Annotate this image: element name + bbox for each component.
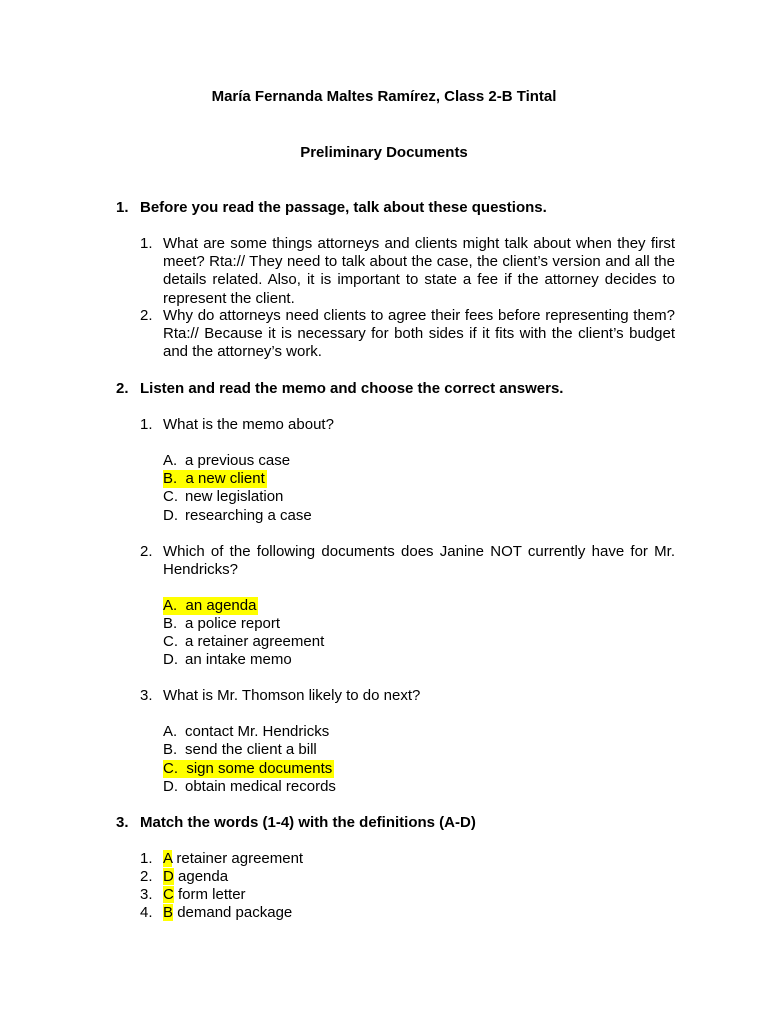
- s2-q2-opt-a-highlight: [163, 597, 258, 615]
- match-item-3: [163, 886, 246, 904]
- s2-q3-opt-c-highlight: [163, 760, 334, 778]
- match-item-4: [163, 904, 292, 922]
- s2-q2-number: 2.: [140, 543, 153, 560]
- s2-q1-opt-d-text: researching a case: [185, 507, 312, 524]
- match-item-1: [163, 850, 303, 868]
- s1-q2-number: 2.: [140, 307, 153, 324]
- s2-q1-opt-b-highlight: [163, 470, 267, 488]
- match-item-4-word: demand package: [177, 904, 293, 921]
- s1-q1-number: 1.: [140, 235, 153, 252]
- match-item-3-number: 3.: [140, 886, 153, 903]
- author-line: María Fernanda Maltes Ramírez, Class 2-B Tintal: [211, 88, 557, 105]
- s2-q3-opt-d-letter: D.: [163, 778, 178, 795]
- s2-q2-question-line1: Which of the following documents does Janine NOT currently have for Mr.: [163, 543, 675, 560]
- s2-q1-opt-a-text: a previous case: [185, 452, 291, 469]
- s2-q2-opt-d-text: an intake memo: [185, 651, 292, 668]
- section-3-heading: Match the words (1-4) with the definitions (A-D): [140, 814, 476, 831]
- s2-q1-number: 1.: [140, 416, 153, 433]
- match-item-4-answer: B: [163, 904, 174, 921]
- match-item-2-word: agenda: [178, 868, 229, 885]
- s2-q2-opt-a-text: an agenda: [185, 597, 257, 614]
- s2-q1-opt-b-letter: B.: [163, 470, 178, 487]
- match-item-2-answer: D: [163, 868, 174, 885]
- s2-q2-opt-d-letter: D.: [163, 651, 178, 668]
- s2-q2-opt-c-text: a retainer agreement: [185, 633, 325, 650]
- s2-q2-opt-c-letter: C.: [163, 633, 178, 650]
- match-item-4-number: 4.: [140, 904, 153, 921]
- s2-q3-opt-a-text: contact Mr. Hendricks: [185, 723, 330, 740]
- section-1-heading: Before you read the passage, talk about these questions.: [140, 199, 547, 216]
- s2-q2-opt-a-letter: A.: [163, 597, 178, 614]
- match-item-3-word: form letter: [178, 886, 246, 903]
- match-item-3-answer: C: [163, 886, 174, 903]
- match-item-2-number: 2.: [140, 868, 153, 885]
- section-2-heading: Listen and read the memo and choose the correct answers.: [140, 380, 564, 397]
- match-item-1-number: 1.: [140, 850, 153, 867]
- s2-q2-opt-b-text: a police report: [185, 615, 281, 632]
- s2-q2-question-line2: Hendricks?: [163, 561, 239, 578]
- s1-q2-text: Why do attorneys need clients to agree their fees before representing them? Rta:// Because it is necessary for both sides if it fits with the client’s budget and the attorney’s work.: [163, 307, 675, 361]
- s2-q1-opt-c-text: new legislation: [185, 488, 284, 505]
- s2-q3-question: What is Mr. Thomson likely to do next?: [163, 687, 421, 704]
- section-1-number: 1.: [116, 199, 129, 216]
- s1-q1-text: What are some things attorneys and clients might talk about when they first meet? Rta:// They need to talk about the case, the client’s version and all the details related. Also, it is important to state a fee if the attorney decides to represent the client.: [163, 235, 675, 307]
- match-item-1-answer: A: [163, 850, 173, 867]
- s2-q3-opt-b-text: send the client a bill: [185, 741, 317, 758]
- s2-q1-opt-c-letter: C.: [163, 488, 178, 505]
- section-3-number: 3.: [116, 814, 129, 831]
- s2-q2-opt-b-letter: B.: [163, 615, 178, 632]
- s2-q1-opt-a-letter: A.: [163, 452, 178, 469]
- section-2-number: 2.: [116, 380, 129, 397]
- s2-q3-opt-c-text: sign some documents: [186, 760, 333, 777]
- s2-q3-number: 3.: [140, 687, 153, 704]
- s2-q3-opt-a-letter: A.: [163, 723, 178, 740]
- s2-q3-opt-c-letter: C.: [163, 760, 178, 777]
- match-item-2: [163, 868, 228, 886]
- s2-q1-opt-b-text: a new client: [185, 470, 265, 487]
- s2-q1-opt-d-letter: D.: [163, 507, 178, 524]
- s2-q1-question: What is the memo about?: [163, 416, 334, 433]
- s2-q3-opt-b-letter: B.: [163, 741, 178, 758]
- match-item-1-word: retainer agreement: [176, 850, 304, 867]
- page-title: Preliminary Documents: [300, 144, 468, 161]
- s2-q3-opt-d-text: obtain medical records: [185, 778, 336, 795]
